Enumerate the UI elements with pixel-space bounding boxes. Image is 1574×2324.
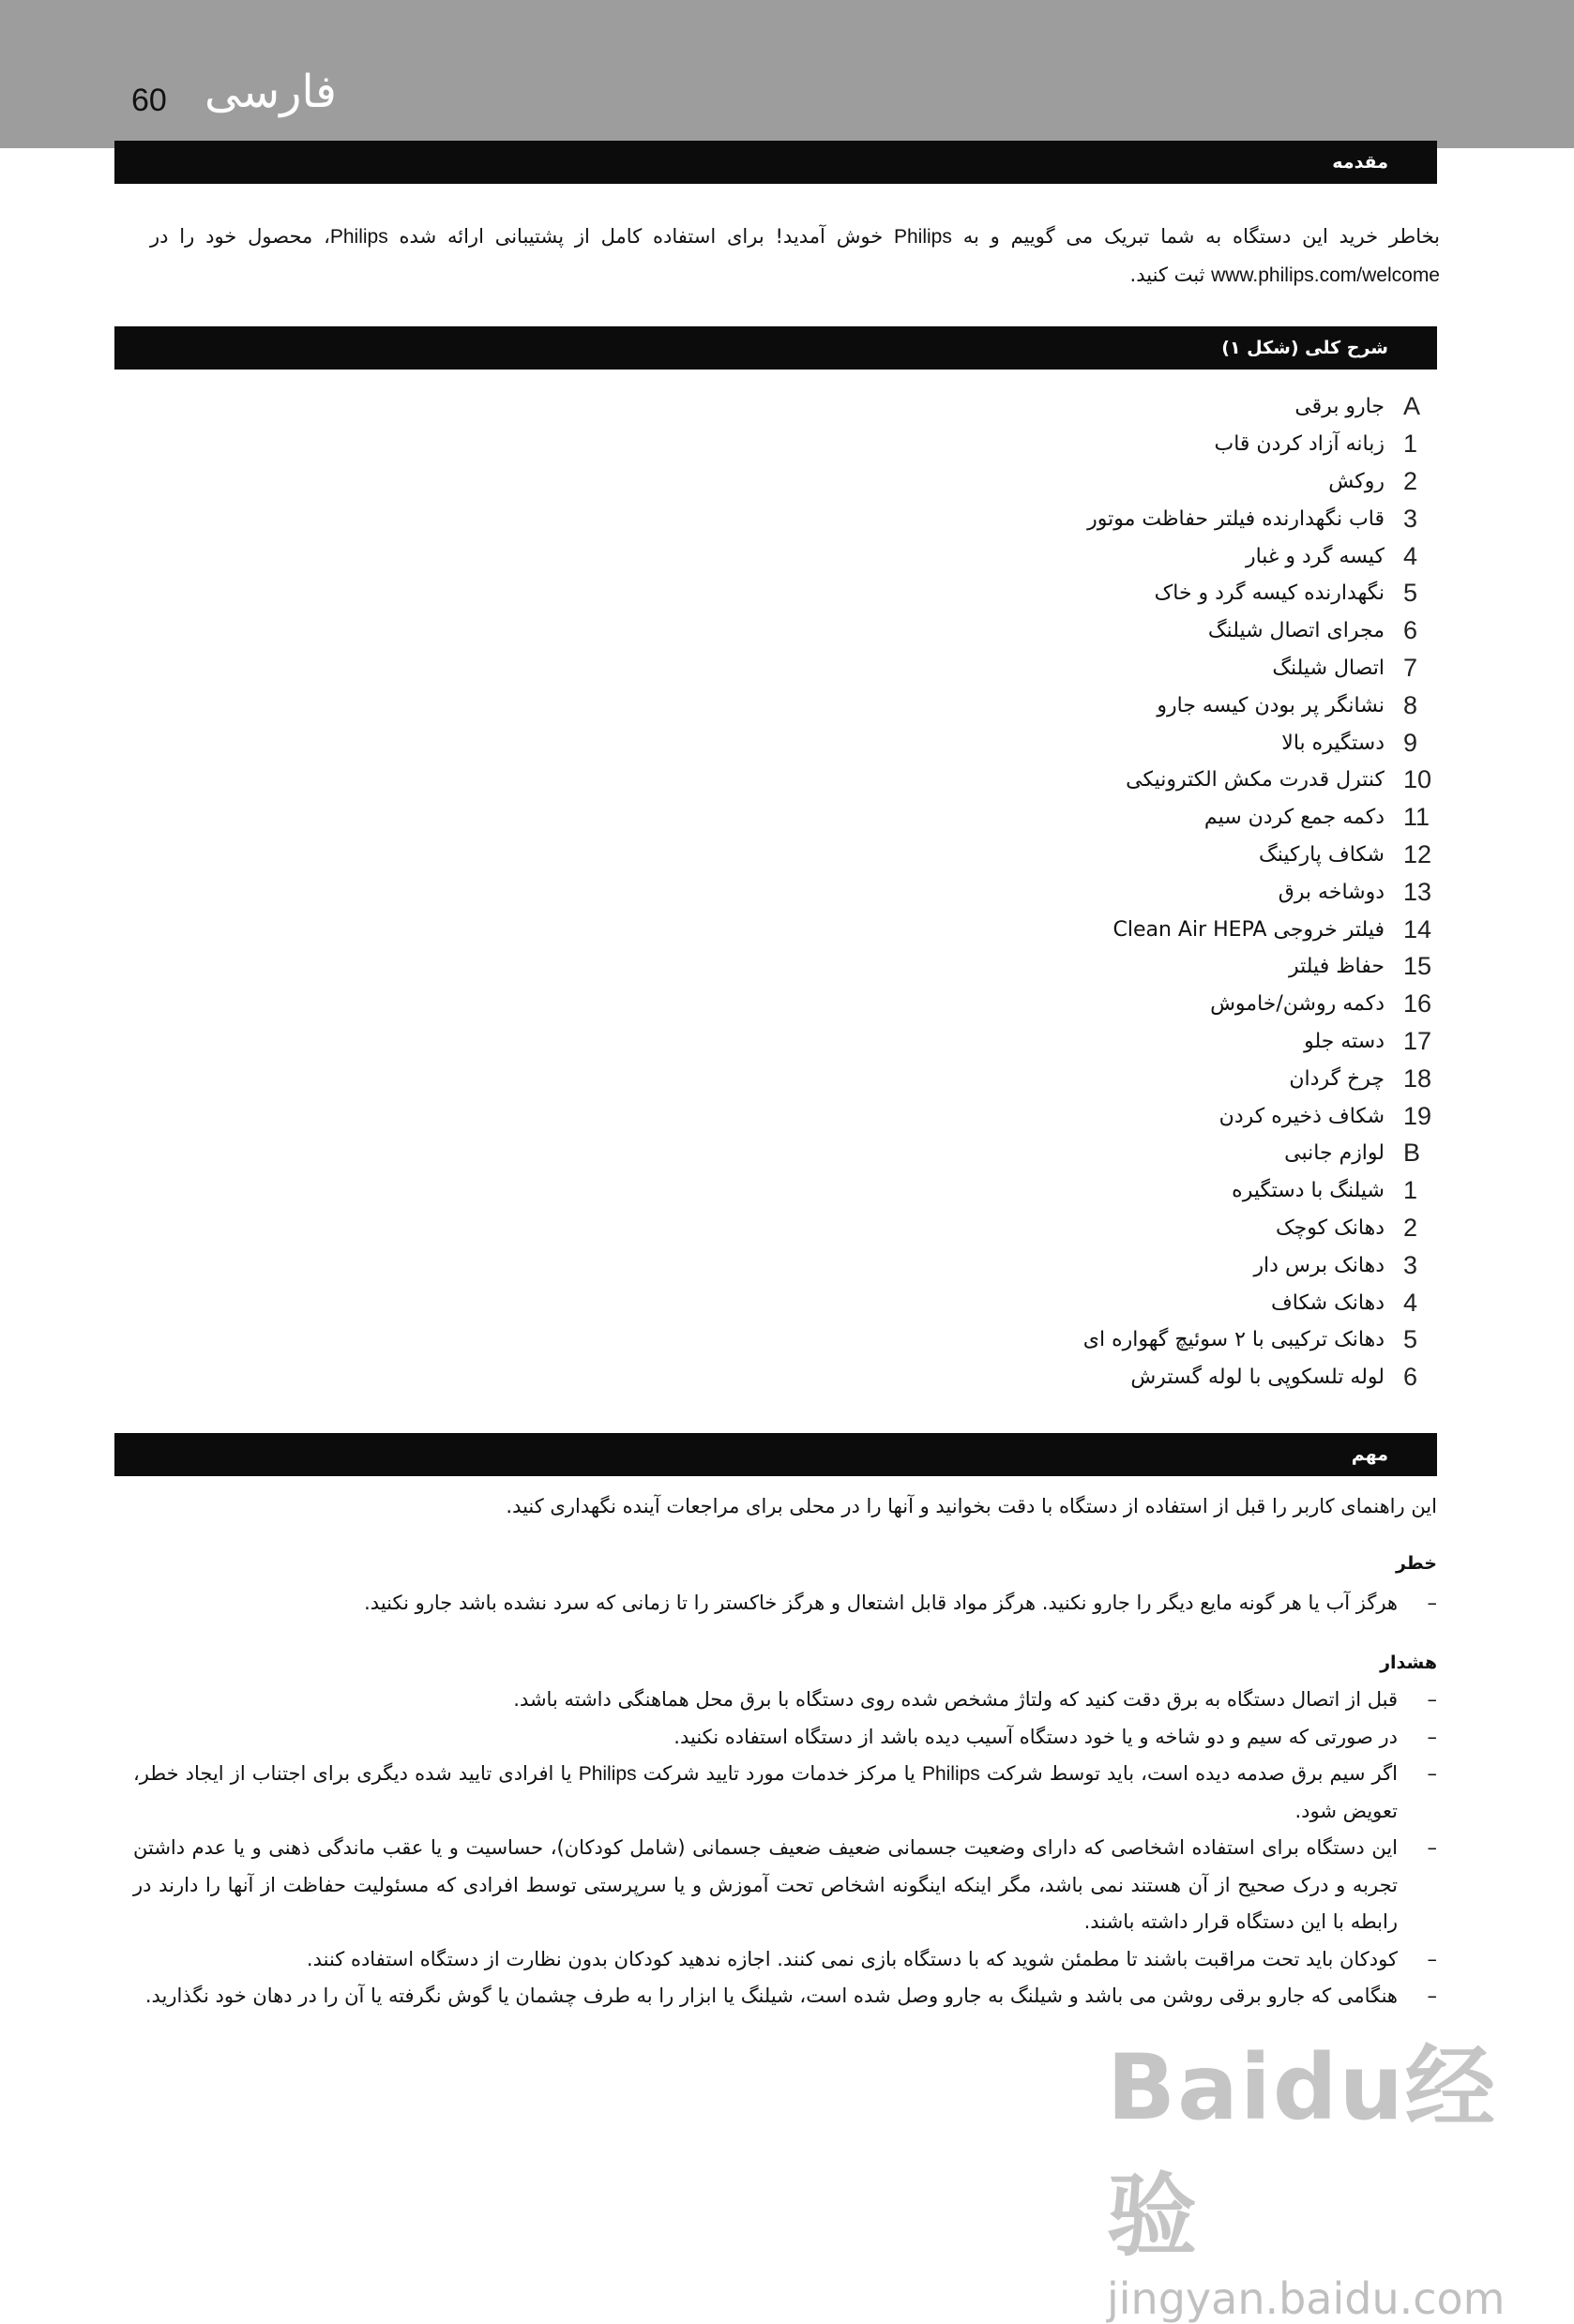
bullet-dash: –: [1427, 1592, 1437, 1614]
item-text: شکاف پارکینگ: [1259, 842, 1385, 867]
section-header-intro: مقدمه: [114, 141, 1437, 184]
bullet-dash: –: [1427, 1836, 1437, 1859]
list-item: [597, 687, 1441, 724]
item-text: شیلنگ با دستگیره: [1232, 1179, 1385, 1203]
item-text: لوله تلسکوپی با لوله گسترش: [1130, 1366, 1385, 1390]
list-item: [597, 1284, 1441, 1321]
warning-item-text-c: یا مرکز خدمات مورد تایید شرکت: [643, 1762, 916, 1785]
warning-heading: هشدار: [1380, 1652, 1437, 1673]
item-text: دکمه روشن/خاموش: [1210, 992, 1385, 1017]
item-marker: 11: [1403, 803, 1430, 832]
item-marker: 1: [1403, 430, 1418, 459]
item-text: دسته جلو: [1304, 1029, 1385, 1053]
list-item: [597, 1210, 1441, 1247]
item-marker: 19: [1403, 1101, 1432, 1130]
item-marker: 3: [1403, 504, 1418, 533]
item-text: فیلتر خروجی Clean Air HEPA: [1112, 917, 1385, 942]
list-item: [597, 612, 1441, 650]
brand-philips: Philips: [578, 1763, 637, 1785]
intro-text-2: خوش آمدید! برای استفاده کامل از پشتیبانی ارائه شده: [399, 225, 884, 248]
list-item: [597, 762, 1441, 799]
item-marker: 12: [1403, 839, 1432, 868]
item-text: حفاظ فیلتر: [1289, 955, 1385, 979]
intro-text-5: ثبت کنید.: [1129, 264, 1205, 286]
item-marker: 3: [1403, 1250, 1418, 1279]
list-item: [597, 650, 1441, 687]
item-marker: 10: [1403, 765, 1432, 794]
item-text: مجرای اتصال شیلنگ: [1207, 619, 1385, 643]
item-marker: 17: [1403, 1026, 1432, 1055]
list-item: [597, 911, 1441, 948]
item-marker: 5: [1403, 579, 1418, 608]
item-text: دکمه جمع کردن سیم: [1203, 806, 1385, 830]
list-item: [597, 388, 1441, 426]
item-marker: 4: [1403, 541, 1418, 570]
danger-item-text: هرگز آب یا هر گونه مایع دیگر را جارو نکنید. هرگز مواد قابل اشتعال و هرگز خاکستر را تا زمانی که سرد نشده باشد جارو نکنید.: [364, 1592, 1398, 1614]
list-item: [597, 1321, 1441, 1359]
item-text: دهانک کوچک: [1275, 1215, 1385, 1240]
list-item: [597, 463, 1441, 501]
page-header-band: [0, 0, 1574, 148]
baidu-watermark: [1107, 2016, 1506, 2324]
watermark-logo: Baidu经验: [1107, 2035, 1497, 2269]
warning-item: [133, 1830, 1437, 1941]
warning-item-text: کودکان باید تحت مراقبت باشند تا مطمئن شوید که با دستگاه بازی نمی کنند. اجازه ندهید کودکان بدون نظارت از دستگاه استفاده کنند.: [306, 1947, 1398, 1970]
list-item: [597, 1060, 1441, 1097]
warning-item-text: هنگامی که جارو برقی روشن می باشد و شیلنگ به جارو وصل شده است، شیلنگ یا ابزار را به طرف چشمان یا گوش نگرفته یا آن را در دهان خود نگذارید.: [144, 1984, 1398, 2007]
item-text: شکاف ذخیره کردن: [1218, 1104, 1385, 1128]
overview-list: [597, 388, 1441, 1396]
danger-heading: خطر: [1395, 1553, 1437, 1574]
brand-philips: Philips: [894, 226, 952, 248]
item-text: جارو برقی: [1294, 395, 1385, 419]
important-note: این راهنمای کاربر را قبل از استفاده از دستگاه با دقت بخوانید و آنها را در محلی برای مراجعات آینده نگهداری کنید.: [506, 1495, 1437, 1517]
item-marker: 18: [1403, 1064, 1432, 1093]
warning-item-text: در صورتی که سیم و دو شاخه و یا خود دستگاه آسیب دیده باشد از دستگاه استفاده نکنید.: [673, 1725, 1398, 1748]
welcome-url: www.philips.com/welcome: [1211, 264, 1440, 286]
list-item: [597, 1097, 1441, 1135]
item-text: روکش: [1328, 469, 1385, 493]
list-item: [597, 575, 1441, 612]
warning-item: [133, 1719, 1437, 1757]
intro-text-4: خود را در: [150, 225, 237, 248]
item-text: زبانه آزاد کردن قاب: [1214, 432, 1385, 457]
list-item: [597, 986, 1441, 1023]
item-marker: 8: [1403, 690, 1418, 719]
warning-item-text-e: یا افرادی تایید شده دیگری برای اجتناب از ایجاد خطر، تعویض شود.: [133, 1762, 1398, 1822]
item-marker: 4: [1403, 1288, 1418, 1317]
list-item: [597, 1172, 1441, 1210]
list-item: [597, 724, 1441, 762]
item-text: قاب نگهدارنده فیلتر حفاظت موتور: [1087, 506, 1385, 531]
list-item: [597, 500, 1441, 537]
item-marker: 2: [1403, 466, 1418, 495]
item-marker: 13: [1403, 877, 1432, 906]
watermark-url: jingyan.baidu.com: [1107, 2273, 1506, 2324]
section-header-important: مهم: [114, 1433, 1437, 1476]
item-text: دستگیره بالا: [1281, 731, 1385, 755]
item-text: دهانک ترکیبی با ۲ سوئیچ گهواره ای: [1082, 1328, 1385, 1352]
language-title: فارسی: [204, 66, 337, 118]
bullet-dash: –: [1427, 1984, 1437, 2007]
list-item: [597, 1135, 1441, 1172]
item-marker: 9: [1403, 728, 1418, 757]
item-text: نگهدارنده کیسه گرد و خاک: [1154, 581, 1385, 606]
item-marker: 16: [1403, 989, 1432, 1019]
item-marker: 7: [1403, 653, 1418, 682]
page-number: 60: [131, 83, 167, 118]
danger-list: [133, 1585, 1437, 1622]
item-marker: 1: [1403, 1176, 1418, 1205]
list-item: [597, 1023, 1441, 1061]
intro-text-1: بخاطر خرید این دستگاه به شما تبریک می گوییم و به: [962, 225, 1440, 248]
item-text: چرخ گردان: [1289, 1066, 1385, 1091]
list-item: [597, 873, 1441, 911]
item-marker: 14: [1403, 914, 1432, 943]
list-item: [597, 948, 1441, 986]
intro-text-3: ، محصول: [248, 225, 330, 248]
item-text: دهانک شکاف: [1271, 1290, 1385, 1315]
warning-item-text-a: اگر سیم برق صدمه دیده است، باید توسط شرکت: [986, 1762, 1398, 1785]
warning-list: [133, 1682, 1437, 2015]
item-marker: A: [1403, 392, 1421, 421]
list-item: [597, 426, 1441, 463]
warning-item: [133, 1756, 1437, 1830]
item-text: اتصال شیلنگ: [1272, 656, 1385, 680]
item-marker: B: [1403, 1139, 1421, 1168]
item-text: دهانک برس دار: [1253, 1253, 1385, 1277]
brand-philips: Philips: [921, 1763, 980, 1785]
item-text: دوشاخه برق: [1278, 880, 1385, 904]
section-header-overview: شرح کلی (شکل ۱): [114, 326, 1437, 370]
warning-item: [133, 1941, 1437, 1979]
list-item: [597, 837, 1441, 874]
item-text: لوازم جانبی: [1284, 1141, 1385, 1166]
warning-item-text: قبل از اتصال دستگاه به برق دقت کنید که ولتاژ مشخص شده روی دستگاه با برق محل هماهنگی داشته باشد.: [513, 1688, 1398, 1711]
item-marker: 6: [1403, 616, 1418, 645]
intro-paragraph: [150, 218, 1440, 294]
warning-item: [133, 1682, 1437, 1719]
brand-philips: Philips: [329, 226, 388, 248]
list-item: [597, 537, 1441, 575]
list-item: [597, 799, 1441, 837]
bullet-dash: –: [1427, 1762, 1437, 1785]
item-marker: 5: [1403, 1325, 1418, 1354]
list-item: [597, 1246, 1441, 1284]
bullet-dash: –: [1427, 1947, 1437, 1970]
list-item: [597, 1359, 1441, 1396]
item-marker: 15: [1403, 952, 1432, 981]
item-text: نشانگر پر بودن کیسه جارو: [1157, 693, 1385, 717]
bullet-dash: –: [1427, 1725, 1437, 1748]
bullet-dash: –: [1427, 1688, 1437, 1711]
item-text: کنترل قدرت مکش الکترونیکی: [1126, 768, 1385, 792]
item-text: کیسه گرد و غبار: [1245, 544, 1385, 568]
warning-item-text: این دستگاه برای استفاده اشخاصی که دارای وضعیت جسمانی ضعیف ضعیف جسمانی (شامل کودکان)، حساسیت و یا عقب ماندگی ذهنی و یا عدم داشتن تجربه و درک صحیح از آن هستند نمی باشد، مگر اینکه اینگونه اشخاص تحت آموزش و یا سرپرستی توسط افرادی که مسئولیت حفاظت از آنها را دارند در رابطه با این دستگاه قرار داشته باشند.: [133, 1836, 1398, 1933]
item-marker: 2: [1403, 1213, 1418, 1242]
danger-item: [133, 1585, 1437, 1622]
item-marker: 6: [1403, 1363, 1418, 1392]
warning-item: [133, 1978, 1437, 2015]
